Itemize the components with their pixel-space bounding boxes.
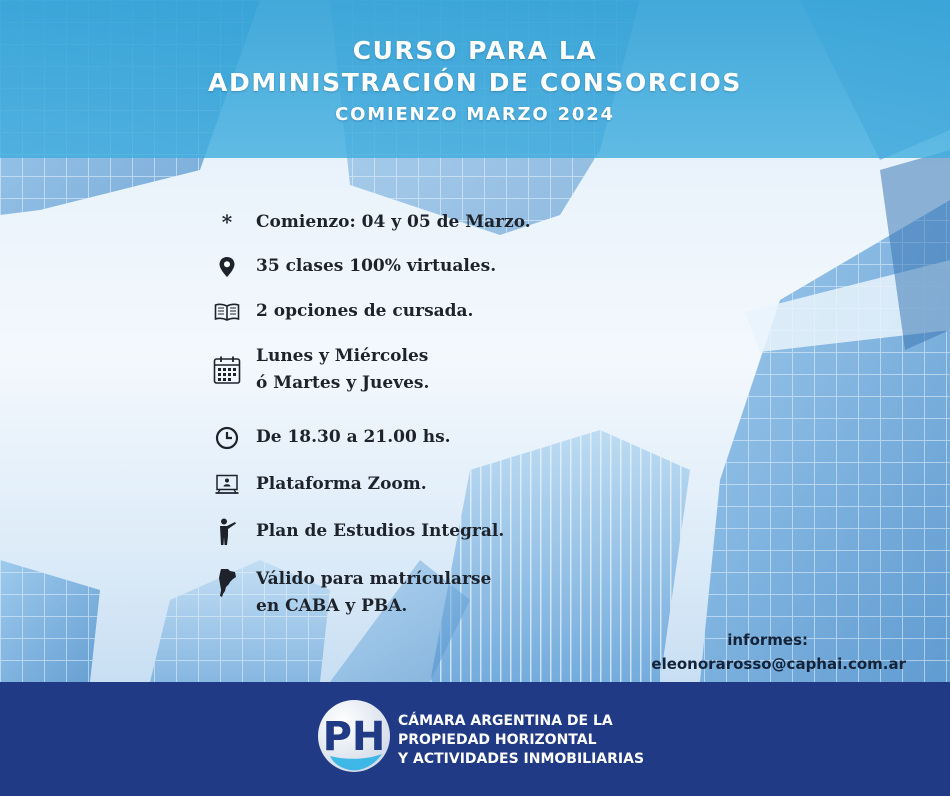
- feature-text: ó Martes y Jueves.: [256, 373, 430, 393]
- argentina-map-icon: [212, 566, 242, 593]
- feature-item-study-plan: [212, 518, 504, 545]
- open-book-icon: [212, 298, 242, 325]
- feature-item-validity: [212, 566, 491, 620]
- feature-text: Válido para matrícularse: [256, 569, 492, 589]
- logo-text: PH: [322, 714, 386, 760]
- contact-info: [651, 628, 906, 676]
- clock-icon: [212, 424, 242, 451]
- feature-text: Comienzo: 04 y 05 de Marzo.: [256, 212, 531, 232]
- teacher-icon: [212, 518, 242, 545]
- calendar-icon: [212, 343, 242, 397]
- organization-line: PROPIEDAD HORIZONTAL: [398, 732, 597, 748]
- feature-item-start-date: [212, 209, 531, 236]
- contact-email-link[interactable]: eleonorarosso@caphai.com.ar: [651, 655, 906, 673]
- map-pin-icon: [212, 253, 242, 280]
- contact-label: informes:: [727, 631, 808, 649]
- course-title-line-2: ADMINISTRACIÓN DE CONSORCIOS: [208, 68, 742, 97]
- course-title-line-1: CURSO PARA LA: [352, 36, 598, 65]
- asterisk-icon: *: [221, 210, 233, 234]
- feature-text: De 18.30 a 21.00 hs.: [256, 427, 451, 447]
- feature-text: Lunes y Miércoles: [256, 346, 429, 366]
- feature-text: en CABA y PBA.: [256, 596, 408, 616]
- feature-text: Plan de Estudios Integral.: [256, 521, 505, 541]
- feature-text: 2 opciones de cursada.: [256, 301, 474, 321]
- feature-item-schedule-days: [212, 343, 429, 397]
- footer-band: [0, 682, 950, 796]
- feature-text: Plataforma Zoom.: [256, 474, 427, 494]
- organization-line: CÁMARA ARGENTINA DE LA: [398, 713, 613, 729]
- monitor-presentation-icon: [212, 471, 242, 498]
- feature-text: 35 clases 100% virtuales.: [256, 256, 497, 276]
- course-start-subtitle: COMIENZO MARZO 2024: [335, 104, 615, 125]
- feature-item-options: [212, 298, 473, 325]
- feature-item-platform: [212, 471, 427, 498]
- organization-name: [398, 712, 644, 769]
- header-band: [0, 0, 950, 158]
- feature-item-classes: [212, 253, 496, 280]
- feature-item-hours: [212, 424, 451, 451]
- caphai-logo: [316, 698, 392, 774]
- organization-line: Y ACTIVIDADES INMOBILIARIAS: [398, 751, 645, 767]
